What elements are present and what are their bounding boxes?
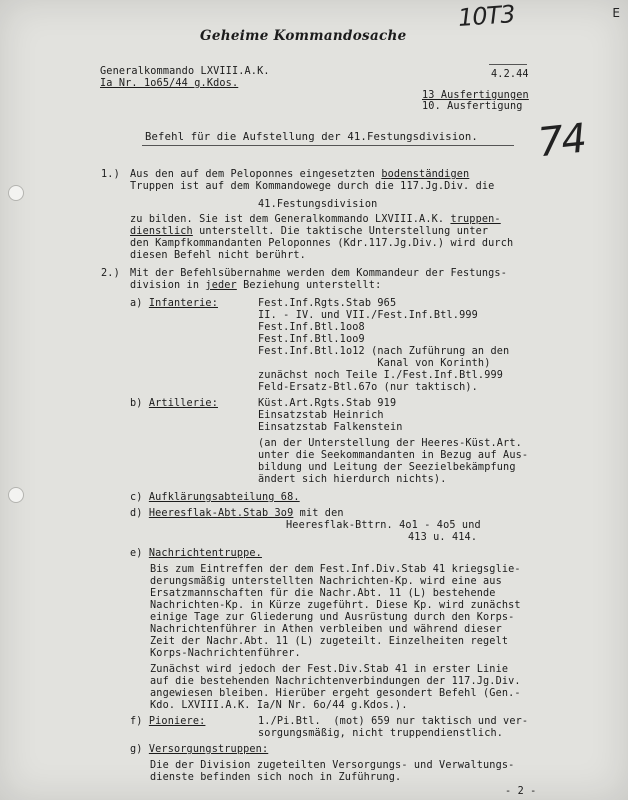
item-d-line-3: 413 u. 414. <box>408 532 478 543</box>
date-rule <box>489 64 527 65</box>
item-f-line-2: sorgungsmäßig, nicht truppendienstlich. <box>258 728 504 739</box>
section-1-line-4: zu bilden. Sie ist dem Generalkommando LXVIII.A.K. truppen- <box>130 214 501 225</box>
item-b-note: unter die Seekommandanten in Bezug auf Aus- <box>258 450 529 461</box>
item-g-line-2: dienste befinden sich noch in Zuführung. <box>150 772 402 783</box>
item-e-para-2: angewiesen bleiben. Hierüber ergeht gesondert Befehl (Gen.- <box>150 688 521 699</box>
item-e-para-1: Bis zum Eintreffen der dem Fest.Inf.Div.Stab 41 kriegsglie- <box>150 564 521 575</box>
section-1-line-2: Truppen ist auf dem Kommandowege durch die 117.Jg.Div. die <box>130 181 495 192</box>
item-a-line: Feld-Ersatz-Btl.67o (nur taktisch). <box>258 382 478 393</box>
item-a-line: Fest.Inf.Btl.1oo9 <box>258 334 365 345</box>
section-2-number: 2.) <box>101 268 120 279</box>
document-date: 4.2.44 <box>491 69 529 80</box>
item-b-note: (an der Unterstellung der Heeres-Küst.Art. <box>258 438 522 449</box>
section-1-line-1: Aus den auf dem Peloponnes eingesetzten bodenständigen <box>130 169 470 180</box>
section-1-line-7: diesen Befehl nicht berührt. <box>130 250 306 261</box>
section-1-number: 1.) <box>101 169 120 180</box>
item-a-line: II. - IV. und VII./Fest.Inf.Btl.999 <box>258 310 478 321</box>
copies-count: 13 Ausfertigungen <box>422 90 529 101</box>
document-title: Befehl für die Aufstellung der 41.Festungsdivision. <box>145 131 478 143</box>
item-b-line: Küst.Art.Rgts.Stab 919 <box>258 398 397 409</box>
item-a-line: Fest.Inf.Btl.1o12 (nach Zuführung an den <box>258 346 510 357</box>
page-number: - 2 - <box>505 786 537 797</box>
item-e-para-2: Zunächst wird jedoch der Fest.Div.Stab 41 in erster Linie <box>150 664 509 675</box>
item-a-heading: a) Infanterie: <box>130 298 218 309</box>
handwritten-page-mark: 74 <box>535 115 588 167</box>
classification-stamp: Geheime Kommandosache <box>200 28 407 44</box>
item-a-line: Fest.Inf.Rgts.Stab 965 <box>258 298 397 309</box>
item-e-para-1: Korps-Nachrichtenführer. <box>150 648 301 659</box>
section-1-line-6: den Kampfkommandanten Peloponnes (Kdr.117.Jg.Div.) wird durch <box>130 238 514 249</box>
item-a-line: Kanal von Korinth) <box>258 358 491 369</box>
item-e-para-2: auf die bestehenden Nachrichtenverbindungen der 117.Jg.Div. <box>150 676 521 687</box>
item-b-heading: b) Artillerie: <box>130 398 218 409</box>
item-e-para-2: Kdo. LXVIII.A.K. Ia/N Nr. 6o/44 g.Kdos.). <box>150 700 408 711</box>
item-a-line: Fest.Inf.Btl.1oo8 <box>258 322 365 333</box>
item-a-line: zunächst noch Teile I./Fest.Inf.Btl.999 <box>258 370 504 381</box>
item-d-line-1: d) Heeresflak-Abt.Stab 3o9 mit den <box>130 508 344 519</box>
section-2-line-1: Mit der Befehlsübernahme werden dem Kommandeur der Festungs- <box>130 268 508 279</box>
punch-hole-top <box>8 185 24 201</box>
item-b-line: Einsatzstab Heinrich <box>258 410 384 421</box>
item-d-line-2: Heeresflak-Bttrn. 4o1 - 4o5 und <box>286 520 481 531</box>
item-e-para-1: derungsmäßig unterstellten Nachrichten-Kp. wird eine aus <box>150 576 502 587</box>
reference-number: Ia Nr. 1o65/44 g.Kdos. <box>100 78 239 89</box>
copy-number: 10. Ausfertigung <box>422 101 523 112</box>
item-e-para-1: Zeit der Nachr.Abt. 11 (L) zugeteilt. Einzelheiten regelt <box>150 636 509 647</box>
handwritten-number: 10T3 <box>457 0 516 32</box>
item-e-para-1: Nachrichten-Kp. in Kürze zugeführt. Diese Kp. wird zunächst <box>150 600 521 611</box>
item-b-line: Einsatzstab Falkenstein <box>258 422 403 433</box>
item-e-para-1: Nachrichtenführer in Athen verbleiben und während dieser <box>150 624 502 635</box>
corner-mark: E <box>612 6 620 20</box>
section-2-line-2: division in jeder Beziehung unterstellt: <box>130 280 382 291</box>
item-g-heading: g) Versorgungstruppen: <box>130 744 269 755</box>
punch-hole-bottom <box>8 487 24 503</box>
item-f-line-1: 1./Pi.Btl. (mot) 659 nur taktisch und ver- <box>258 716 529 727</box>
title-underline <box>142 145 514 146</box>
item-b-note: bildung und Leitung der Seezielbekämpfung <box>258 462 516 473</box>
item-b-note: ändert sich hierdurch nichts). <box>258 474 447 485</box>
item-e-para-1: einige Tage zur Gliederung und Ausrüstung durch den Korps- <box>150 612 515 623</box>
item-e-para-1: Ersatzmannschaften für die Nachr.Abt. 11 (L) bestehende <box>150 588 496 599</box>
item-g-line-1: Die der Division zugeteilten Versorgungs- und Verwaltungs- <box>150 760 515 771</box>
item-f-heading: f) Pioniere: <box>130 716 206 727</box>
item-c: c) Aufklärungsabteilung 68. <box>130 492 300 503</box>
section-1-line-5: dienstlich unterstellt. Die taktische Unterstellung unter <box>130 226 489 237</box>
issuer: Generalkommando LXVIII.A.K. <box>100 66 270 77</box>
division-name: 41.Festungsdivision <box>258 199 378 210</box>
item-e-heading: e) Nachrichtentruppe. <box>130 548 262 559</box>
